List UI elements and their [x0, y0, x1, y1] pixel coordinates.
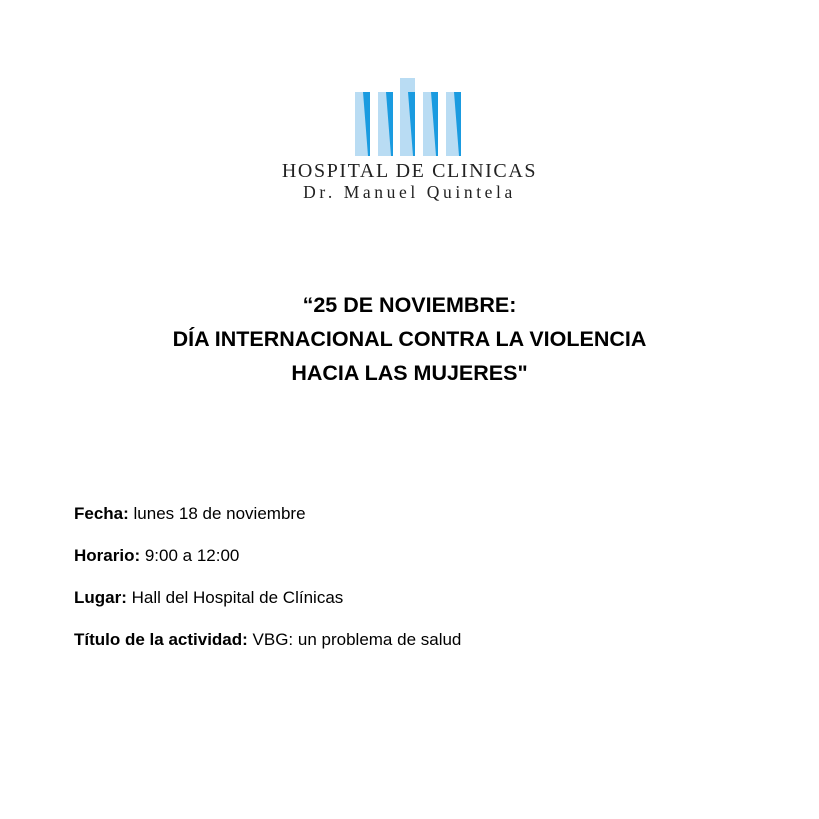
event-title	[100, 288, 719, 390]
detail-label: Lugar:	[74, 588, 127, 607]
event-title-line-3: HACIA LAS MUJERES"	[291, 361, 528, 385]
hospital-logo-icon	[350, 74, 465, 160]
event-title-line-1: “25 DE NOVIEMBRE:	[302, 293, 517, 317]
detail-label: Fecha:	[74, 504, 129, 523]
detail-place	[74, 588, 461, 630]
detail-value: VBG: un problema de salud	[247, 630, 462, 649]
detail-label: Horario:	[74, 546, 141, 565]
detail-label: Título de la actividad:	[74, 630, 248, 649]
detail-schedule	[74, 546, 461, 588]
detail-value: 9:00 a 12:00	[140, 546, 240, 565]
detail-activity-title	[74, 630, 461, 672]
organization-name: HOSPITAL DE CLINICAS	[281, 160, 538, 182]
event-details	[74, 504, 461, 672]
organization-director: Dr. Manuel Quintela	[303, 182, 516, 202]
detail-value: lunes 18 de noviembre	[128, 504, 306, 523]
detail-date	[74, 504, 461, 546]
event-title-line-2: DÍA INTERNACIONAL CONTRA LA VIOLENCIA	[172, 327, 647, 351]
detail-value: Hall del Hospital de Clínicas	[126, 588, 344, 607]
